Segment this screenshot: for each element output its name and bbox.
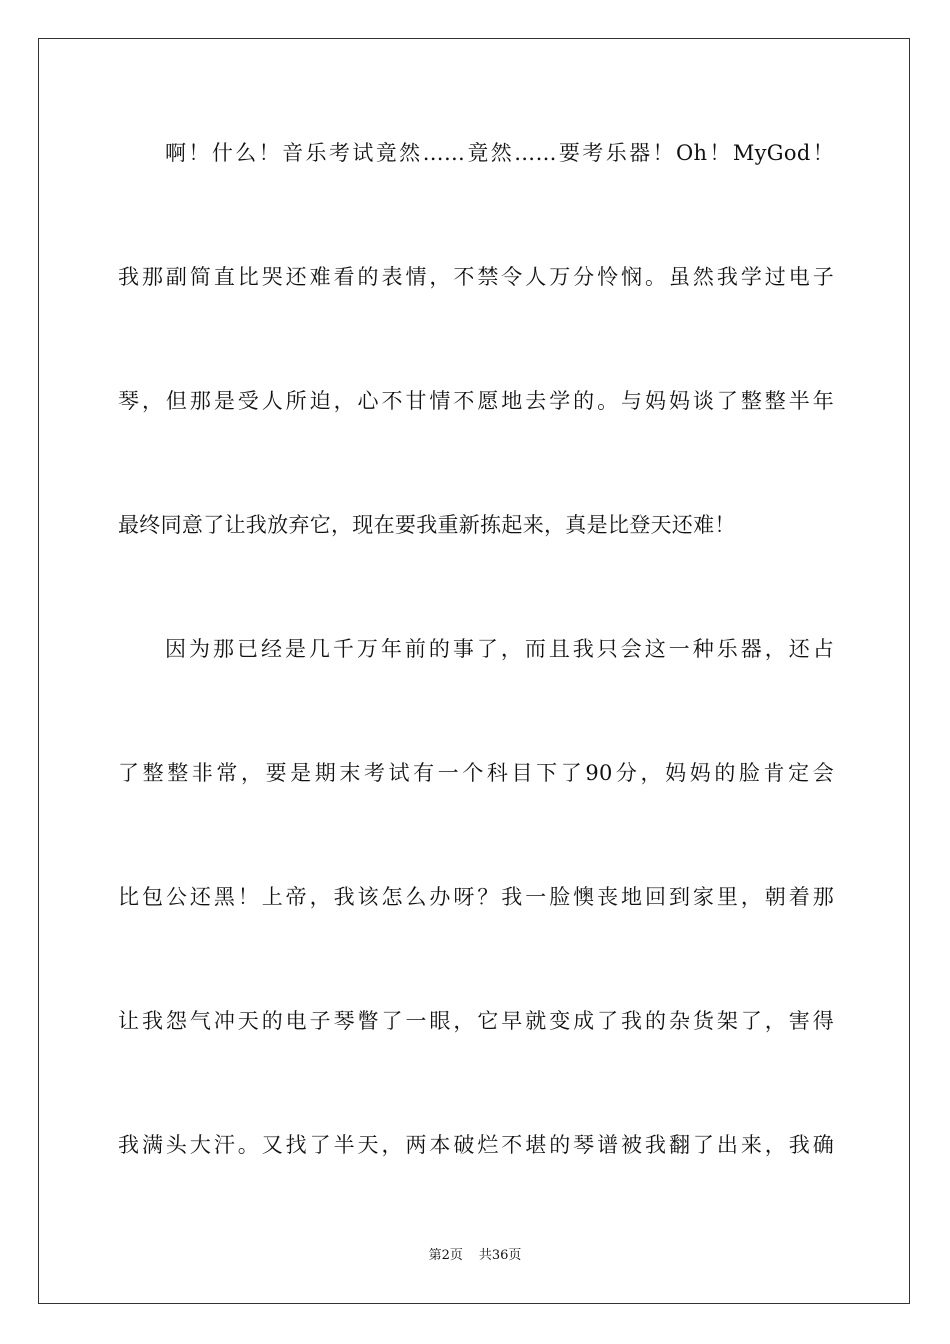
paragraph-3-line-5: 我满头大汗。又找了半天，两本破烂不堪的琴谱被我翻了出来，我确 xyxy=(118,1133,834,1157)
paragraph-3-line-2: 了整整非常，要是期末考试有一个科目下了90分，妈妈的脸肯定会 xyxy=(118,761,834,785)
page-number: 第2页 xyxy=(428,1248,463,1263)
page-total: 共36页 xyxy=(478,1248,522,1263)
paragraph-3-line-3: 比包公还黑！上帝，我该怎么办呀？我一脸懊丧地回到家里，朝着那 xyxy=(118,885,834,909)
paragraph-2-line-3: 最终同意了让我放弃它，现在要我重新拣起来，真是比登天还难！ xyxy=(118,513,736,537)
document-body xyxy=(118,122,834,1176)
paragraph-2-line-2: 琴，但那是受人所迫，心不甘情不愿地去学的。与妈妈谈了整整半年 xyxy=(118,389,834,413)
page-footer xyxy=(0,1244,950,1263)
paragraph-3-line-4: 让我怨气冲天的电子琴瞥了一眼，它早就变成了我的杂货架了，害得 xyxy=(118,1009,834,1033)
paragraph-2-line-1: 我那副简直比哭还难看的表情，不禁令人万分怜悯。虽然我学过电子 xyxy=(118,265,834,289)
paragraph-1-line-1: 啊！什么！音乐考试竟然……竟然……要考乐器！Oh！MyGod！ xyxy=(165,141,834,165)
paragraph-3-line-1: 因为那已经是几千万年前的事了，而且我只会这一种乐器，还占 xyxy=(165,637,834,661)
